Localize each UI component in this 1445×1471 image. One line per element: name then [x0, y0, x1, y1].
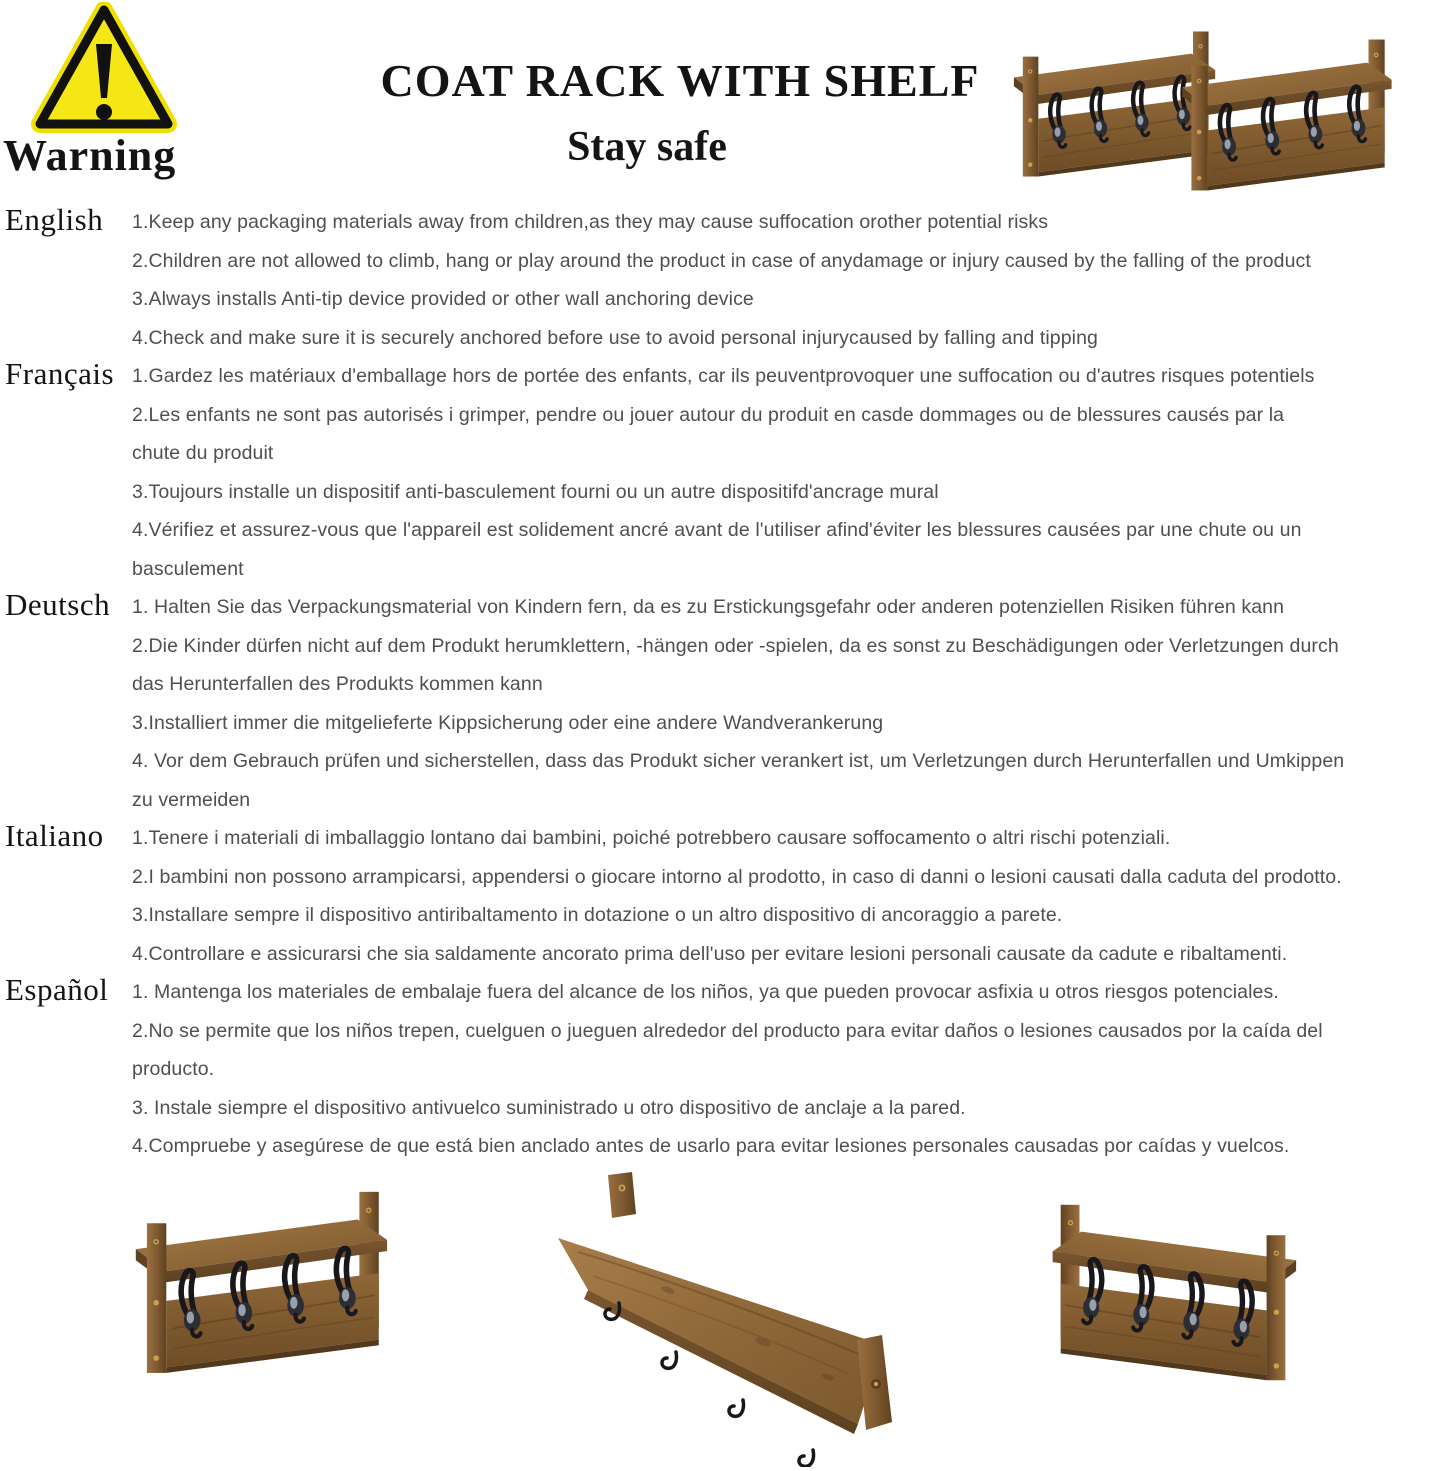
- section-row: [5, 434, 1443, 473]
- instruction-line: 1. Halten Sie das Verpackungsmaterial von Kindern fern, da es zu Erstickungsgefahr oder anderen potenziellen Risiken führen kann: [132, 596, 1285, 618]
- title-block: [340, 54, 1020, 171]
- instruction-line: 4. Vor dem Gebrauch prüfen und sicherstellen, dass das Produkt sicher verankert ist, um Verletzungen durch Herunterfallen und Umkippen: [132, 750, 1345, 772]
- instruction-line: 4.Vérifiez et assurez-vous que l'appareil est solidement ancré avant de l'utiliser afind'éviter les blessures causées par une chute ou un: [132, 519, 1302, 541]
- instruction-line: 1.Tenere i materiali di imballaggio lontano dai bambini, poiché potrebbero causare soffocamento o altri rischi potenziali.: [132, 827, 1171, 849]
- section-row: [5, 473, 1443, 512]
- sections-list: [5, 203, 1443, 1166]
- language-label: Italiano: [5, 818, 104, 853]
- warning-label: Warning: [3, 131, 177, 180]
- product-photo-left-view-icon: [128, 1190, 406, 1384]
- instruction-line: 3.Installiert immer die mitgelieferte Kippsicherung oder eine andere Wandverankerung: [132, 711, 884, 734]
- section-row: [5, 280, 1443, 319]
- section-row: [5, 858, 1443, 897]
- section-row: [5, 203, 1443, 242]
- section-row: [5, 665, 1443, 704]
- section-row: [5, 396, 1443, 435]
- instruction-line: 2.Die Kinder dürfen nicht auf dem Produkt herumklettern, -hängen oder -spielen, da es sonst zu Beschädigungen oder Verletzungen durch: [132, 634, 1339, 657]
- product-photo-top-view-icon: [548, 1172, 908, 1467]
- instruction-line: das Herunterfallen des Produkts kommen kann: [132, 673, 543, 695]
- instruction-line: 2.No se permite que los niños trepen, cuelguen o jueguen alrededor del producto para evitar daños o lesiones causados por la caída del: [132, 1019, 1323, 1042]
- section-row: [5, 242, 1443, 281]
- instruction-line: chute du produit: [132, 442, 274, 464]
- language-label: Deutsch: [5, 587, 111, 622]
- section-row: [5, 319, 1443, 358]
- instruction-line: basculement: [132, 557, 244, 580]
- instruction-line: zu vermeiden: [132, 788, 251, 811]
- page-subtitle: Stay safe: [567, 124, 727, 170]
- instruction-line: 2.Children are not allowed to climb, hang or play around the product in case of anydamage or injury caused by the falling of the product: [132, 249, 1311, 272]
- section-row: [5, 1050, 1443, 1089]
- instruction-line: 3.Installare sempre il dispositivo antiribaltamento in dotazione o un altro dispositivo di ancoraggio a parete.: [132, 904, 1063, 926]
- section-row: [5, 819, 1443, 858]
- instruction-line: 1.Keep any packaging materials away from children,as they may cause suffocation orother potential risks: [132, 211, 1049, 233]
- warning-triangle-icon: [30, 2, 178, 134]
- section-row: [5, 550, 1443, 589]
- language-label: Español: [5, 972, 109, 1007]
- section-row: [5, 896, 1443, 935]
- section-row: [5, 1089, 1443, 1128]
- section-row: [5, 973, 1443, 1012]
- instruction-line: 3. Instale siempre el dispositivo antivuelco suministrado u otro dispositivo de anclaje a la pared.: [132, 1096, 966, 1119]
- section-row: [5, 357, 1443, 396]
- instruction-line: 2.Les enfants ne sont pas autorisés i grimper, pendre ou jouer autour du produit en casde dommages ou de blessures causés par la: [132, 403, 1285, 426]
- section-row: [5, 1127, 1443, 1166]
- instruction-line: 1.Gardez les matériaux d'emballage hors de portée des enfants, car ils peuventprovoquer une suffocation ou d'autres risques potentiels: [132, 365, 1315, 387]
- page-title: COAT RACK WITH SHELF: [380, 55, 980, 106]
- instruction-line: producto.: [132, 1058, 215, 1080]
- language-label: English: [5, 202, 104, 237]
- instruction-line: 3.Toujours installe un dispositif anti-basculement fourni ou un autre dispositifd'ancrage mural: [132, 480, 939, 503]
- warning-block: [0, 2, 240, 181]
- section-row: [5, 742, 1443, 781]
- section-row: [5, 781, 1443, 820]
- section-row: [5, 1012, 1443, 1051]
- language-label: Français: [5, 356, 115, 391]
- section-row: [5, 627, 1443, 666]
- product-photo-two-racks-icon: [998, 22, 1445, 210]
- instruction-line: 1. Mantenga los materiales de embalaje fuera del alcance de los niños, ya que pueden provocar asfixia u otros riesgos potenciales.: [132, 981, 1279, 1003]
- section-row: [5, 511, 1443, 550]
- section-row: [5, 935, 1443, 974]
- instruction-line: 4.Compruebe y asegúrese de que está bien anclado antes de usarlo para evitar lesiones personales causadas por caídas y vuelcos.: [132, 1135, 1290, 1157]
- section-row: [5, 588, 1443, 627]
- instruction-line: 3.Always installs Anti-tip device provided or other wall anchoring device: [132, 288, 754, 310]
- instruction-line: 2.I bambini non possono arrampicarsi, appendersi o giocare intorno al prodotto, in caso di danni o lesioni causati dalla caduta del prodotto.: [132, 865, 1342, 888]
- instruction-line: 4.Controllare e assicurarsi che sia saldamente ancorato prima dell'uso per evitare lesioni personali causate da cadute e ribaltamenti.: [132, 942, 1288, 965]
- product-photo-right-view-icon: [1030, 1203, 1308, 1391]
- section-row: [5, 704, 1443, 743]
- instruction-line: 4.Check and make sure it is securely anchored before use to avoid personal injurycaused by falling and tipping: [132, 326, 1098, 349]
